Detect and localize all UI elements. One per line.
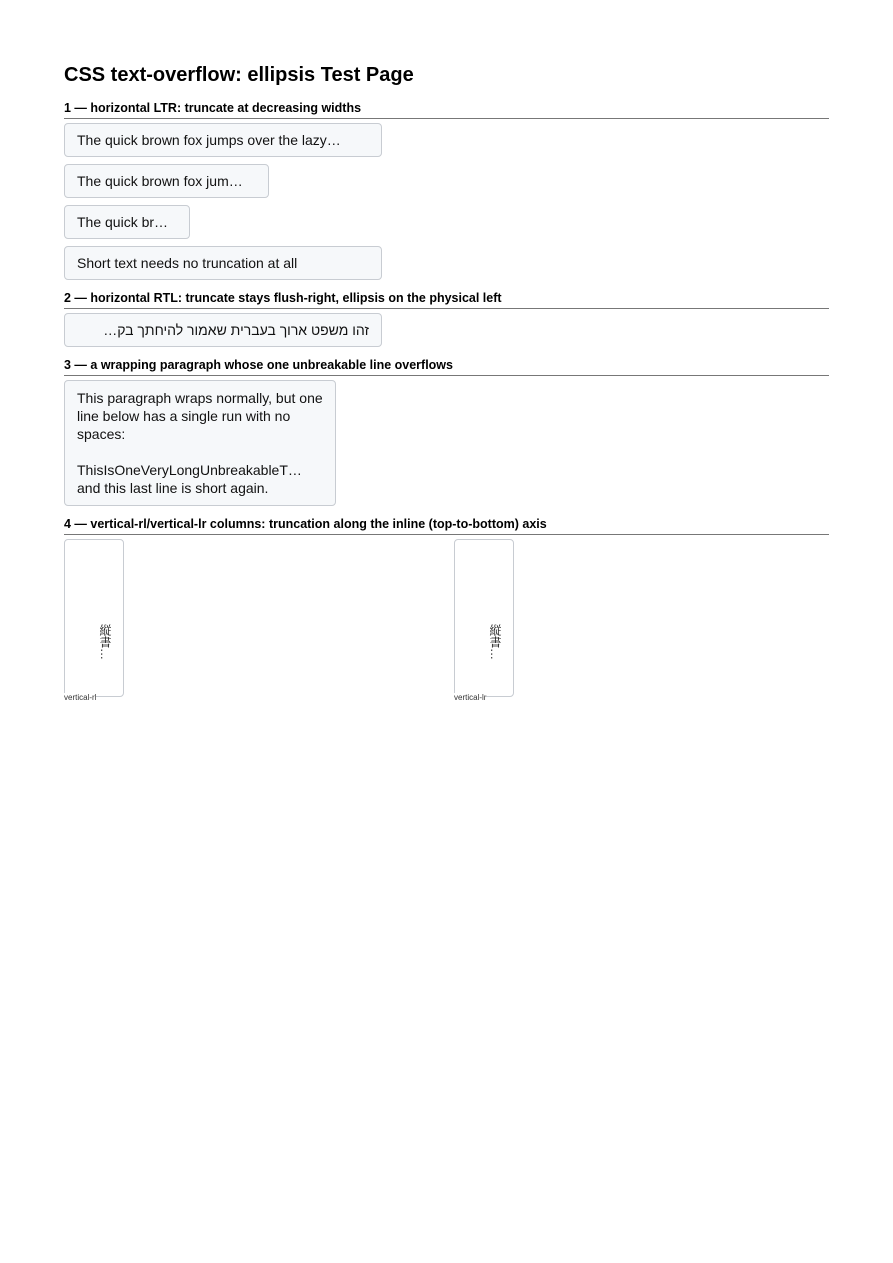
vertical-lr-column	[454, 539, 514, 702]
vertical-lr-caption: vertical-lr	[454, 693, 487, 702]
vertical-rl-column	[64, 539, 124, 702]
vertical-rl-box	[64, 539, 124, 697]
wrapping-paragraph-box	[64, 380, 336, 506]
rtl-box: זהו משפט ארוך בעברית שאמור להיחתך בק…	[64, 313, 382, 347]
section-2-heading: 2 — horizontal RTL: truncate stays flush-right, ellipsis on the physical left	[64, 290, 829, 309]
unbreakable-line: ThisIsOneVeryLongUnbreakableT…	[77, 462, 302, 478]
section-4-heading: 4 — vertical-rl/vertical-lr columns: truncation along the inline (top-to-bottom) axis	[64, 516, 829, 535]
section-3-heading: 3 — a wrapping paragraph whose one unbreakable line overflows	[64, 357, 829, 376]
ltr-box-widest: The quick brown fox jumps over the lazy…	[64, 123, 382, 157]
ltr-box-short-text: Short text needs no truncation at all	[64, 246, 382, 280]
ltr-box-narrow: The quick br…	[64, 205, 190, 239]
paragraph-tail	[77, 461, 323, 497]
paragraph-intro: This paragraph wraps normally, but one line below has a single run with no spaces:	[77, 390, 323, 442]
section-1-heading: 1 — horizontal LTR: truncate at decreasing widths	[64, 100, 829, 119]
page-title: CSS text-overflow: ellipsis Test Page	[64, 64, 414, 86]
ltr-truncation-list	[64, 123, 829, 280]
vertical-rl-caption: vertical-rl	[64, 693, 97, 702]
vertical-lr-text: 縦書…	[488, 624, 502, 660]
vertical-rl-text: 縦書…	[98, 624, 112, 660]
vertical-lr-box	[454, 539, 514, 697]
ltr-box-medium: The quick brown fox jum…	[64, 164, 269, 198]
short-last-line: and this last line is short again.	[77, 480, 269, 496]
vertical-columns-row	[64, 539, 829, 709]
